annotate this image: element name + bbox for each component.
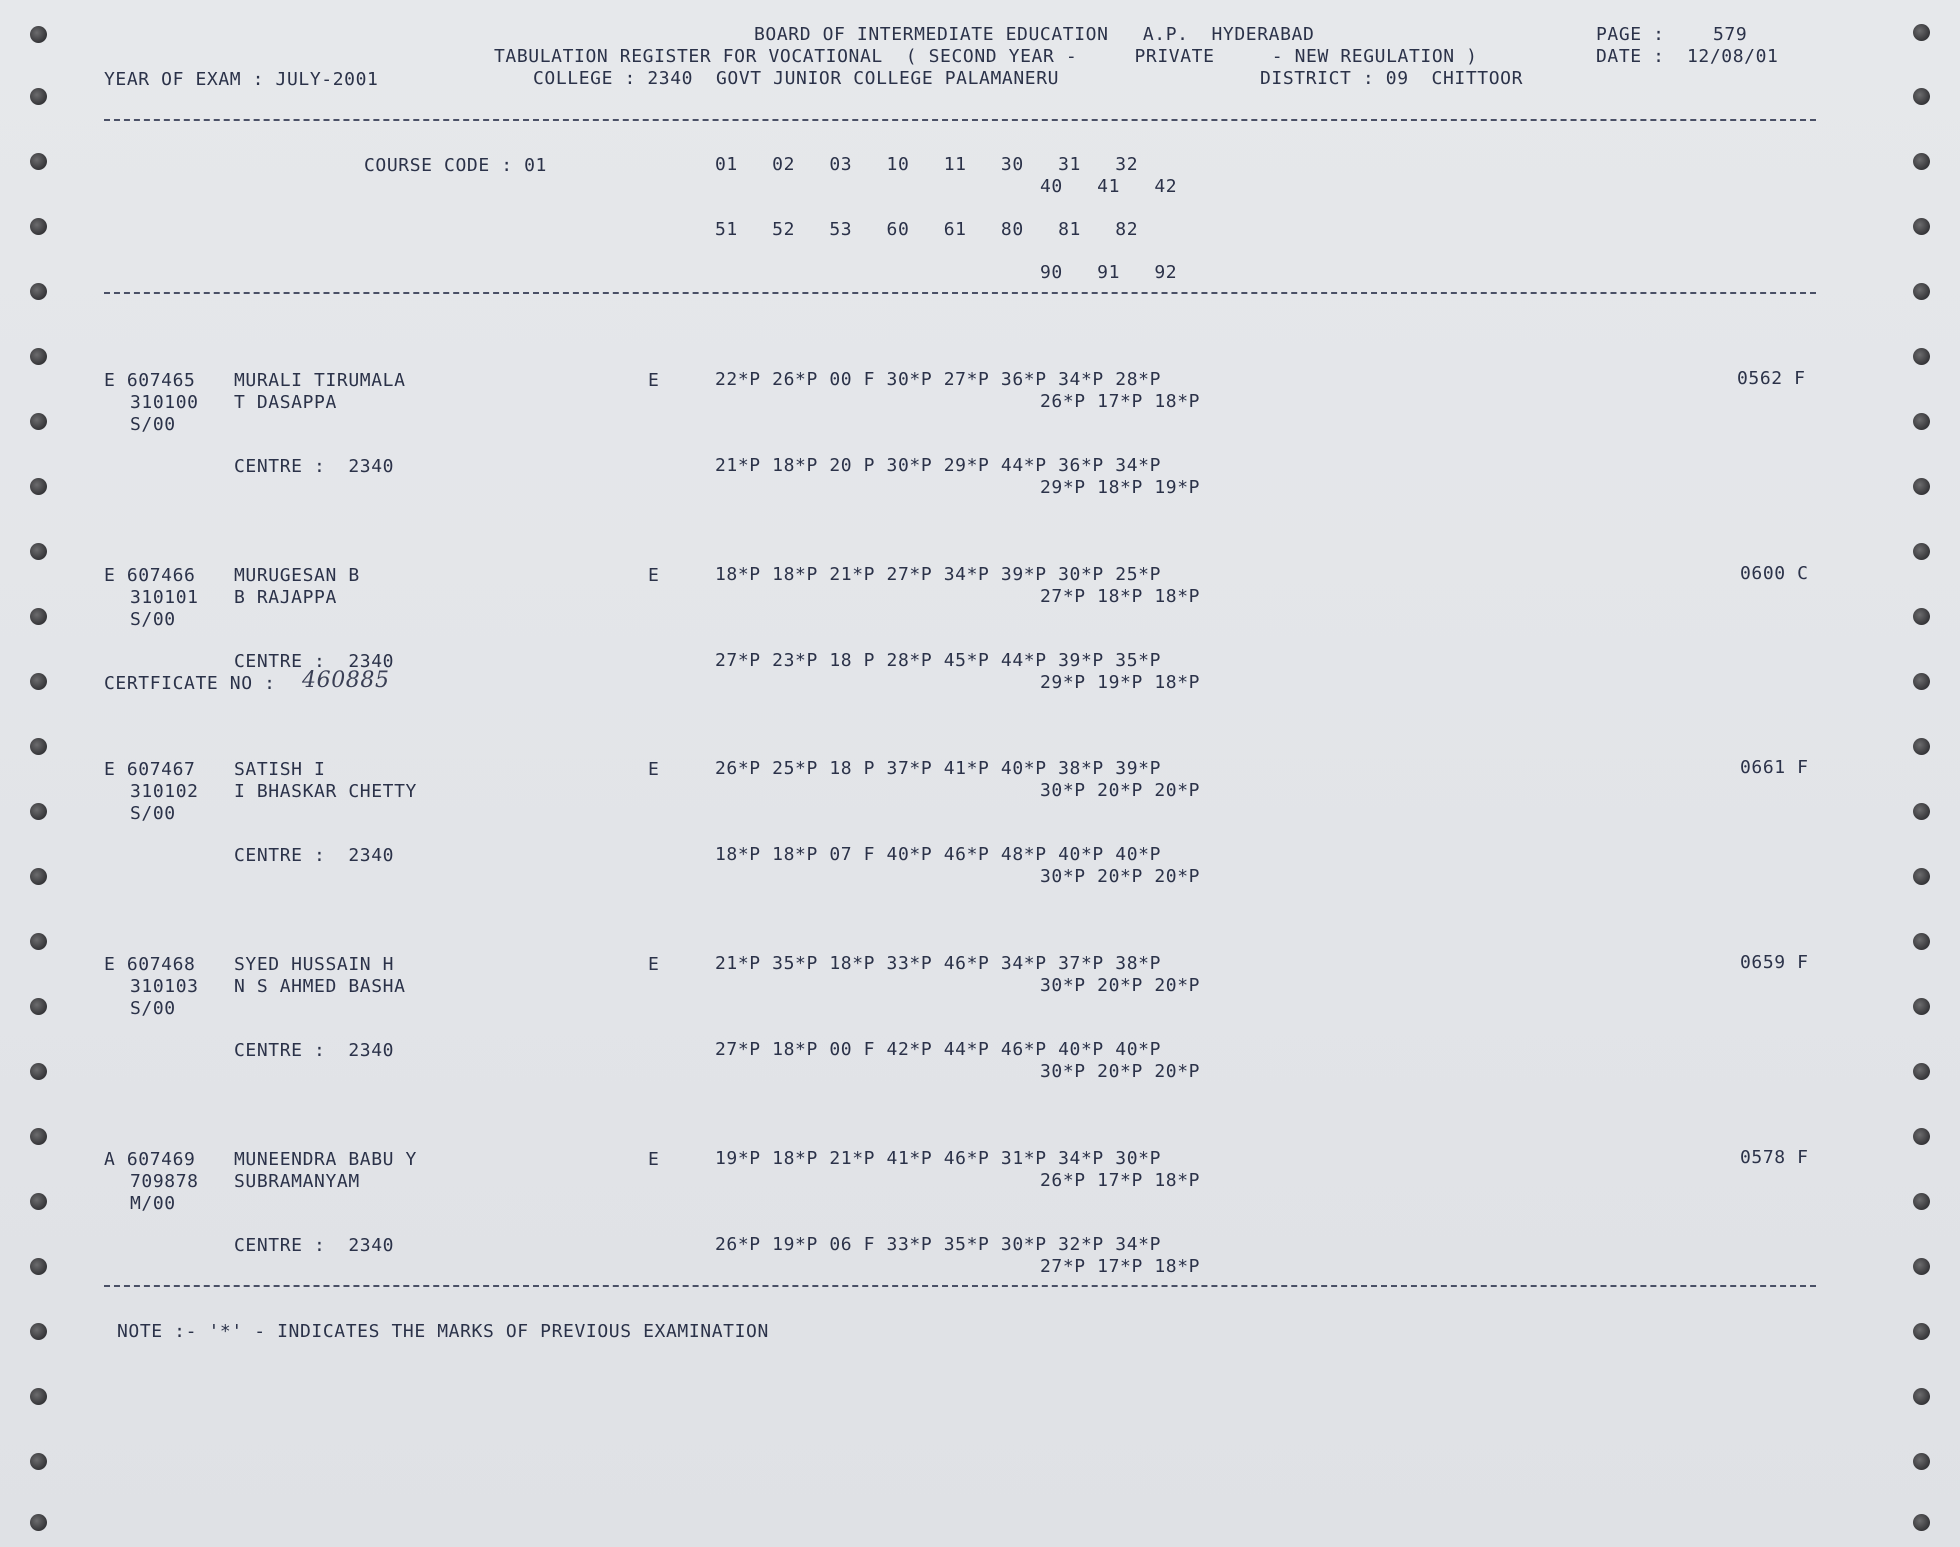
marks-row: 21*P 18*P 20 P 30*P 29*P 44*P 36*P 34*P (715, 455, 1162, 476)
tractor-hole (1913, 868, 1930, 885)
marks-row: 27*P 23*P 18 P 28*P 45*P 44*P 39*P 35*P (715, 650, 1162, 671)
divider (104, 119, 1816, 121)
tractor-hole (1913, 218, 1930, 235)
register-no: 709878 (130, 1171, 199, 1192)
register-no: 310101 (130, 587, 199, 608)
father-name: B RAJAPPA (234, 587, 337, 608)
status: M/00 (130, 1193, 176, 1214)
subject-codes-row1b: 40 41 42 (1040, 176, 1178, 197)
candidate-name: MURALI TIRUMALA (234, 370, 406, 391)
district: DISTRICT : 09 CHITTOOR (1260, 68, 1524, 89)
marks-row: 18*P 18*P 21*P 27*P 34*P 39*P 30*P 25*P (715, 564, 1162, 585)
course-code: COURSE CODE : 01 (364, 155, 547, 176)
father-name: N S AHMED BASHA (234, 976, 406, 997)
divider (104, 292, 1816, 294)
tractor-hole (30, 1063, 47, 1080)
medium: E (648, 759, 660, 780)
total-result: 0600 C (1740, 563, 1809, 584)
tractor-hole (30, 1514, 47, 1531)
total-result: 0578 F (1740, 1147, 1809, 1168)
status: S/00 (130, 803, 176, 824)
marks-row-extra: 26*P 17*P 18*P (1040, 1170, 1201, 1191)
tractor-hole (1913, 543, 1930, 560)
tractor-hole (30, 738, 47, 755)
tractor-hole (30, 1258, 47, 1275)
marks-row-extra: 30*P 20*P 20*P (1040, 975, 1201, 996)
register-no: 310103 (130, 976, 199, 997)
divider (104, 1285, 1816, 1287)
marks-row: 26*P 19*P 06 F 33*P 35*P 30*P 32*P 34*P (715, 1234, 1162, 1255)
college: COLLEGE : 2340 GOVT JUNIOR COLLEGE PALAMANERU (533, 68, 1060, 89)
tractor-hole (30, 413, 47, 430)
marks-row: 27*P 18*P 00 F 42*P 44*P 46*P 40*P 40*P (715, 1039, 1162, 1060)
candidate-name: SATISH I (234, 759, 326, 780)
tractor-hole (1913, 24, 1930, 41)
tractor-hole (1913, 1193, 1930, 1210)
board-title: BOARD OF INTERMEDIATE EDUCATION A.P. HYDERABAD (754, 24, 1315, 45)
status: S/00 (130, 609, 176, 630)
tractor-hole (30, 88, 47, 105)
tractor-hole (30, 933, 47, 950)
tractor-hole (30, 348, 47, 365)
register-no: 310100 (130, 392, 199, 413)
subject-codes-row1: 01 02 03 10 11 30 31 32 (715, 154, 1139, 175)
candidate-id: E 607465 (104, 370, 196, 391)
medium: E (648, 370, 660, 391)
centre: CENTRE : 2340 (234, 456, 395, 477)
marks-row: 18*P 18*P 07 F 40*P 46*P 48*P 40*P 40*P (715, 844, 1162, 865)
marks-row-extra: 30*P 20*P 20*P (1040, 866, 1201, 887)
marks-row: 22*P 26*P 00 F 30*P 27*P 36*P 34*P 28*P (715, 369, 1162, 390)
medium: E (648, 565, 660, 586)
tractor-hole (1913, 803, 1930, 820)
centre: CENTRE : 2340 (234, 845, 395, 866)
marks-row: 26*P 25*P 18 P 37*P 41*P 40*P 38*P 39*P (715, 758, 1162, 779)
tractor-hole (1913, 478, 1930, 495)
tractor-hole (1913, 933, 1930, 950)
centre: CENTRE : 2340 (234, 1235, 395, 1256)
tractor-hole (1913, 153, 1930, 170)
tractor-hole (30, 608, 47, 625)
tractor-hole (1913, 738, 1930, 755)
register-title: TABULATION REGISTER FOR VOCATIONAL ( SECOND YEAR - PRIVATE - NEW REGULATION ) (494, 46, 1478, 67)
tractor-hole (30, 153, 47, 170)
tractor-hole (30, 868, 47, 885)
marks-row-extra: 30*P 20*P 20*P (1040, 1061, 1201, 1082)
medium: E (648, 954, 660, 975)
centre: CENTRE : 2340 (234, 651, 395, 672)
total-result: 0562 F (1737, 368, 1806, 389)
tractor-hole (30, 1323, 47, 1340)
candidate-id: A 607469 (104, 1149, 196, 1170)
marks-row-extra: 26*P 17*P 18*P (1040, 391, 1201, 412)
father-name: I BHASKAR CHETTY (234, 781, 417, 802)
footnote: NOTE :- '*' - INDICATES THE MARKS OF PREVIOUS EXAMINATION (117, 1321, 769, 1342)
total-result: 0659 F (1740, 952, 1809, 973)
tractor-hole (30, 1453, 47, 1470)
subject-codes-row2: 51 52 53 60 61 80 81 82 (715, 219, 1139, 240)
candidate-name: SYED HUSSAIN H (234, 954, 395, 975)
tractor-hole (1913, 413, 1930, 430)
tractor-hole (1913, 998, 1930, 1015)
tractor-hole (30, 1193, 47, 1210)
status: S/00 (130, 414, 176, 435)
subject-codes-row3: 90 91 92 (1040, 262, 1178, 283)
certificate-label: CERTFICATE NO : (104, 673, 276, 694)
status: S/00 (130, 998, 176, 1019)
tractor-hole (1913, 608, 1930, 625)
father-name: SUBRAMANYAM (234, 1171, 360, 1192)
candidate-name: MUNEENDRA BABU Y (234, 1149, 417, 1170)
candidate-id: E 607466 (104, 565, 196, 586)
tractor-hole (30, 478, 47, 495)
candidate-id: E 607467 (104, 759, 196, 780)
tractor-hole (1913, 1258, 1930, 1275)
tractor-hole (1913, 283, 1930, 300)
tractor-hole (30, 998, 47, 1015)
tractor-hole (30, 26, 47, 43)
tractor-hole (30, 673, 47, 690)
tractor-hole (1913, 1323, 1930, 1340)
register-no: 310102 (130, 781, 199, 802)
total-result: 0661 F (1740, 757, 1809, 778)
marks-row-extra: 27*P 18*P 18*P (1040, 586, 1201, 607)
candidate-id: E 607468 (104, 954, 196, 975)
marks-row-extra: 29*P 18*P 19*P (1040, 477, 1201, 498)
year-of-exam: YEAR OF EXAM : JULY-2001 (104, 69, 379, 90)
medium: E (648, 1149, 660, 1170)
handwritten-certificate-number: 460885 (302, 668, 390, 693)
centre: CENTRE : 2340 (234, 1040, 395, 1061)
tractor-hole (1913, 1453, 1930, 1470)
tractor-hole (1913, 348, 1930, 365)
print-date: 12/08/01 (1687, 46, 1779, 67)
page-number: 579 (1713, 24, 1748, 45)
tractor-hole (30, 1128, 47, 1145)
tractor-hole (1913, 1388, 1930, 1405)
father-name: T DASAPPA (234, 392, 337, 413)
date-label: DATE : (1596, 46, 1665, 67)
marks-row-extra: 30*P 20*P 20*P (1040, 780, 1201, 801)
tractor-hole (1913, 673, 1930, 690)
marks-row: 21*P 35*P 18*P 33*P 46*P 34*P 37*P 38*P (715, 953, 1162, 974)
tractor-hole (1913, 1063, 1930, 1080)
tractor-hole (30, 543, 47, 560)
marks-row: 19*P 18*P 21*P 41*P 46*P 31*P 34*P 30*P (715, 1148, 1162, 1169)
tractor-hole (30, 218, 47, 235)
marks-row-extra: 29*P 19*P 18*P (1040, 672, 1201, 693)
candidate-name: MURUGESAN B (234, 565, 360, 586)
tractor-hole (30, 283, 47, 300)
tractor-hole (1913, 1128, 1930, 1145)
page-label: PAGE : (1596, 24, 1665, 45)
tractor-hole (1913, 88, 1930, 105)
tractor-hole (30, 1388, 47, 1405)
marks-row-extra: 27*P 17*P 18*P (1040, 1256, 1201, 1277)
tractor-hole (1913, 1514, 1930, 1531)
tractor-hole (30, 803, 47, 820)
